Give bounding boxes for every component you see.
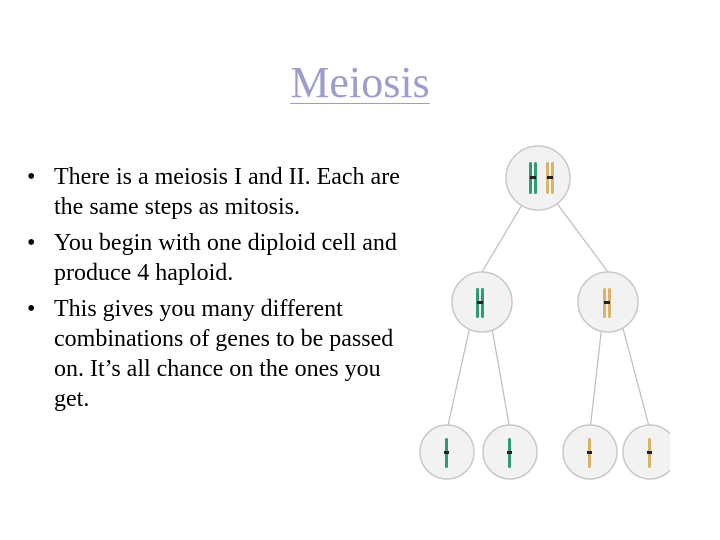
bullet-list: [27, 162, 407, 420]
slide-title: Meiosis: [290, 58, 430, 107]
bullet-text: You begin with one diploid cell and produce 4 haploid.: [54, 230, 397, 286]
meiosis-diagram: [410, 130, 670, 500]
bullet-item: [27, 162, 407, 222]
bullet-text: This gives you many different combinations of genes to be passed on. It’s all chance on the ones you get.: [54, 296, 394, 412]
diploid-cell: [506, 146, 570, 210]
bullet-text: There is a meiosis I and II. Each are the same steps as mitosis.: [54, 164, 400, 220]
gamete-cell-tan: [563, 425, 617, 479]
bullet-item: [27, 294, 407, 414]
gamete-cell-green: [483, 425, 537, 479]
gamete-cell-green: [420, 425, 474, 479]
gamete-cell-tan: [623, 425, 670, 479]
bullet-marker: •: [27, 296, 36, 322]
bullet-item: [27, 228, 407, 288]
bullet-marker: •: [27, 230, 36, 256]
bullet-marker: •: [27, 164, 36, 190]
haploid-cell-tan: [578, 272, 638, 332]
haploid-cell-green: [452, 272, 512, 332]
